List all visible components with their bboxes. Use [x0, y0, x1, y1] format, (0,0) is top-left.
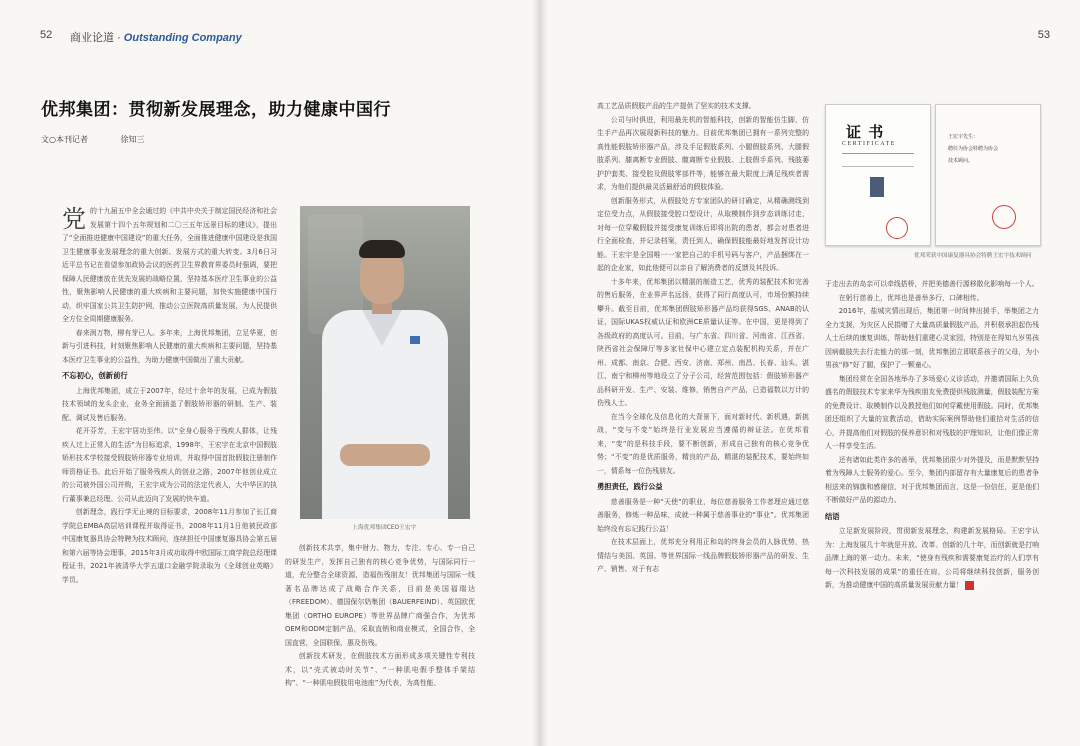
seal-stamp-icon: [886, 217, 908, 239]
byline: [41, 134, 145, 145]
paragraph: 在当今全球化及信息化的大背景下，面对新时代、新机遇，新挑战，“变与不变”始终是行业发展应当遵循的辩证法。在优邦看来，“变”的是科技手段，要不断创新，形成自己独有的核心竞争优势；“不变”的是优质服务，精良的产品，精湛的装配技术，要始终如一，情系每一位伤残朋友。: [597, 412, 809, 475]
certificate-cover: [825, 104, 931, 246]
portrait-caption: 上海优邦集团CEO王宏宇: [352, 525, 417, 531]
paragraph: 在技术层面上，优邦充分利用正和岛的终身会员的人脉优势，热情结与美国、英国、等世界国际一线品牌假肢矫形器产品的研发、生产、销售、对于有志: [597, 538, 809, 573]
certificate-photo: [825, 104, 1039, 247]
intro-paragraph: [62, 205, 277, 327]
paragraph: 高工艺品质假肢产品的生产提供了坚实的技术支撑。: [597, 102, 756, 110]
page-gutter: [532, 0, 548, 746]
certificate-portrait: [870, 177, 884, 197]
seal-stamp-icon: [992, 205, 1016, 229]
paragraph: 在躬行慈善上，优邦也是善举多行，口碑相传。: [838, 293, 984, 302]
paragraph: 还有诸如此类许多的善举，优邦集团很少对外提及，而是默默坚持着为残障人士服务的爱心。至今，集团内部留存有大量康复后的患者争相送来的锦旗和感谢信，对于优邦集团而言，这是一份信任，更是他们不断做好产品的源动力。: [825, 455, 1039, 504]
paragraph: 集团经常在全国各地举办了多场爱心义诊活动，并邀请国际上久负盛名的假肢技术专家来华为残疾朋友免费提供残肢测量，假肢装配方案的免费设计、取模制作以及教授他们如何穿戴使用假肢。同时，优邦集团还组织了大量的宣教活动，借助实际案例帮助他们重拾对生活的信心，并提高他们对假肢的保养意识和对残肢的护理知识，让他们像正常人一样享受生活。: [825, 374, 1039, 450]
paragraph: 2016年，盐城灾情出现后，集团第一时间伸出援手，举集团之力全力支援，为灾区人民捐赠了大量高质量假肢产品，并积极承担起伤残人士后续的康复训练，帮助他们重建心灵家园，特别是在得知九岁男孩因病截肢失去行走能力的那一刻，优邦集团立即联系孩子的父母，为小男孩“修”好了腿，保护了一颗童心。: [825, 307, 1039, 369]
paragraph: 上海优邦集团，成立于2007年，经过十余年的发展，已成为假肢技术领域的龙头企业，业务全面涵盖了假肢矫形器的研制、生产、装配、调试及售后服务。: [62, 386, 277, 422]
right-page: [540, 0, 1080, 746]
person-hair: [359, 240, 405, 258]
closing-text: 立足新发展阶段，贯彻新发展理念，构建新发展格局。王宏宇认为：上海发展几十年就是开放、改革、创新的几十年，而创新就是打响品牌上海的第一动力。未来，“使身有残疾和需要康复治疗的人们享有每一次科技发展的成果”的重任在肩，公司将继续科技创新，服务创新，为推动健康中国的高质量发展贡献力量！: [825, 527, 1039, 589]
certificate-title-en: CERTIFICATE: [842, 141, 896, 147]
right-column-1: [597, 100, 809, 577]
author-name: 徐知三: [120, 135, 145, 144]
person-arms: [340, 444, 430, 466]
article-title: 优邦集团：贯彻新发展理念，助力健康中国行: [41, 100, 391, 120]
certificate-caption: 优邦荣获中国康复器具协会特聘王宏宇技术顾问: [914, 253, 1032, 259]
right-column-2: [825, 278, 1039, 593]
subheading: 不忘初心，创新前行: [62, 371, 128, 380]
left-page-number: 52: [40, 29, 53, 41]
paragraph: 公司与时俱进，利用最先机的智能科技，创新的智能仿生脚，仿生手产品再次展现新科技的魅力。目前优邦集团已拥有一系列完整的高性能假肢矫形器产品，涉及手足假肢系列、小腿假肢系列、大腿假肢系列、膝离断专业假肢、髋离断专业假肢、上肢假手系列、残肢萎护护套类、接受腔及假肢零部件等，能够在最大限度上满足残疾者需求，为他们提供最灵活最舒适的假肢体验。: [597, 115, 809, 191]
paragraph: 十多年来，优邦集团以精湛的制造工艺，优秀的装配技术和完善的售后服务，在业界声名远扬，获得了同行高度认可，市场份额持续攀升。截至目前，优邦集团假肢矫形器产品均获得SGS、ANAB的认证，国际UKAS权威认证和欧洲CE质量认证等。在中国，更是得到了各级政府的高度认可。目前，与广东省、四川省、河南省、江西省、陕西省社会保障厅等多家社保中心建立定点装配机构关系，并在广州、成都、南京、合肥、西安、济南、郑州、南昌、长春、汕头、湛江、南宁和柳州等地设立了分子公司，经营范围包括：假肢矫形器产品科研开发、生产、安装、维修，销售自产产品，已造福数以万计的伤残人士。: [597, 277, 809, 407]
certificate-line-2: 聘任为协会特聘为协会: [948, 146, 999, 152]
paragraph: 创新技术研发，在假肢技术方面形成多项关键性专利技术，以“壳式被动时关节”、“一种肌电假手整体手架结构”、“一种肌电假肢用电池座”为代表，为高性能、: [285, 652, 475, 687]
left-column-1: [62, 205, 277, 587]
end-mark-icon: ㊄: [965, 581, 974, 590]
closing-paragraph: [825, 525, 1039, 593]
section-name-en: Outstanding Company: [123, 32, 242, 44]
drop-cap: 党: [62, 205, 86, 233]
paragraph: 创新服务形式，从假肢处方专家团队的研讨确定，从精确测线到定位受力点，从假肢接受腔口型设计，从取模制作到步态训练讨走，对每一位穿戴假肢并接受康复训练后即将出院的患者，都会对患者进行全面检查，并记录档案，责任到人，确保假肢能最好地发挥设计功能。王宏宇是全国唯一一家把自己的手机号码与客户，产品捆绑在一起的企业家，如此他便可以亲自了解消费者的反馈及其投诉。: [597, 196, 809, 272]
subheading: 勇担责任，践行公益: [597, 482, 663, 491]
paragraph: 花开芬芳，王宏宇居功至伟。以“全身心服务于残疾人群体，让残疾人过上正常人的生活”为目标追求，1998年，王宏宇在北京中国假肢矫形技术学校接受假肢矫形器专业培训，并取得中国首批假肢注册制作师资格证书。此后开始了服务残疾人的创业之路，2007年他创业成立的公司被外国公司并购，王宏宇成为公司的法定代表人，大中华区的执行董事兼总经理。公司从此迈向了发展的快车道。: [62, 427, 277, 503]
paragraph: 创新理念，践行学无止境的目标要求，2008年11月参加了长江商学院总EMBA高层培训课程并取得证书，2008年11月1日他被民政部中国康复器具协会特聘为技术顾问，连续担任中国康复器具协会第五届和第六届等协会理事，2015年3月成功取得中欧国际工商学院总经理课程证书，2021年被清华大学五道口金融学院录取为《全球创业英略》学员。: [62, 508, 277, 584]
coat-logo-icon: [410, 336, 420, 344]
certificate-line-1: 王宏宇先生：: [948, 134, 979, 140]
paragraph: 春来润万物，柳有芽已人。多年来，上海优邦集团，立足华夏，创新与引进科技，时刻聚焦影响人民健康的重大疾病和主要问题，坚持基本医疗卫生事业的公益性，为助力健康中国做出了重大贡献。: [62, 328, 277, 364]
person-coat: [322, 310, 448, 519]
byline-prefix: 文○本刊记者: [41, 135, 88, 144]
section-header: [70, 29, 242, 45]
section-name-cn: 商业论道 ·: [70, 32, 121, 44]
paragraph: 于走出去的岛亲可以牵线搭桥，并把美德善行源移散化影响每一个人。: [825, 280, 1039, 288]
paragraph: 创新技术共享，集中财力、物力，专注、专心、专一自己的研发生产，发挥自己独有的核心竞争优势，与国际同行一道，充分整合全球资源，造福伤残朋友！优邦集团与国际一线著名品牌达成了战略合作关系，目前是美国福瑞达（FREEDOM）、德国保尔奶集团（BAUERFEIND）、英国欧优集团（ORTHO EUROPE）等世界品牌广商强合作，为优邦OEM和ODM定制产品，采取直销和商业模式，全国合作，全国直营，全国联保、惠及伤残。: [285, 544, 475, 647]
ceo-portrait-photo: [300, 206, 470, 519]
certificate-inner: [935, 104, 1041, 246]
certificate-line-3: 技术顾问。: [948, 158, 974, 164]
certificate-title-cn: 证 书: [846, 123, 885, 141]
left-column-2: [285, 542, 475, 691]
intro-text: 的十九届五中全会通过的《中共中央关于制定国民经济和社会发展第十四个五年规划和二〇三五年远景目标的建议》，提出了“全面推进健康中国建设”的重大任务，全面推进健康中国建设是我国卫生健康事业发展理念的重大创新、发展方式的重大转变。3月6日习近平总书记在看望参加政协会议的医药卫生界教育界委员时强调，要把保障人民健康放在优先发展的战略位置，坚持基本医疗卫生事业的公益性，聚焦影响人民健康的重大疾病和主要问题，加快实施健康中国行动，织牢国家公共卫生防护网，推动公立医院高质量发展，为人民提供全方位全周期健康服务。: [62, 207, 277, 323]
certificate-text-lines: [842, 153, 914, 167]
right-page-number: 53: [1037, 29, 1050, 41]
paragraph: 慈善服务是一种“天使”的职业，每位慈善服务工作者理应通过慈善服务，修炼一种品味，成就一种属于慈善事业的“事业”。优邦集团始终没有忘记践行公益！: [597, 497, 809, 533]
subheading: 结语: [825, 511, 840, 521]
